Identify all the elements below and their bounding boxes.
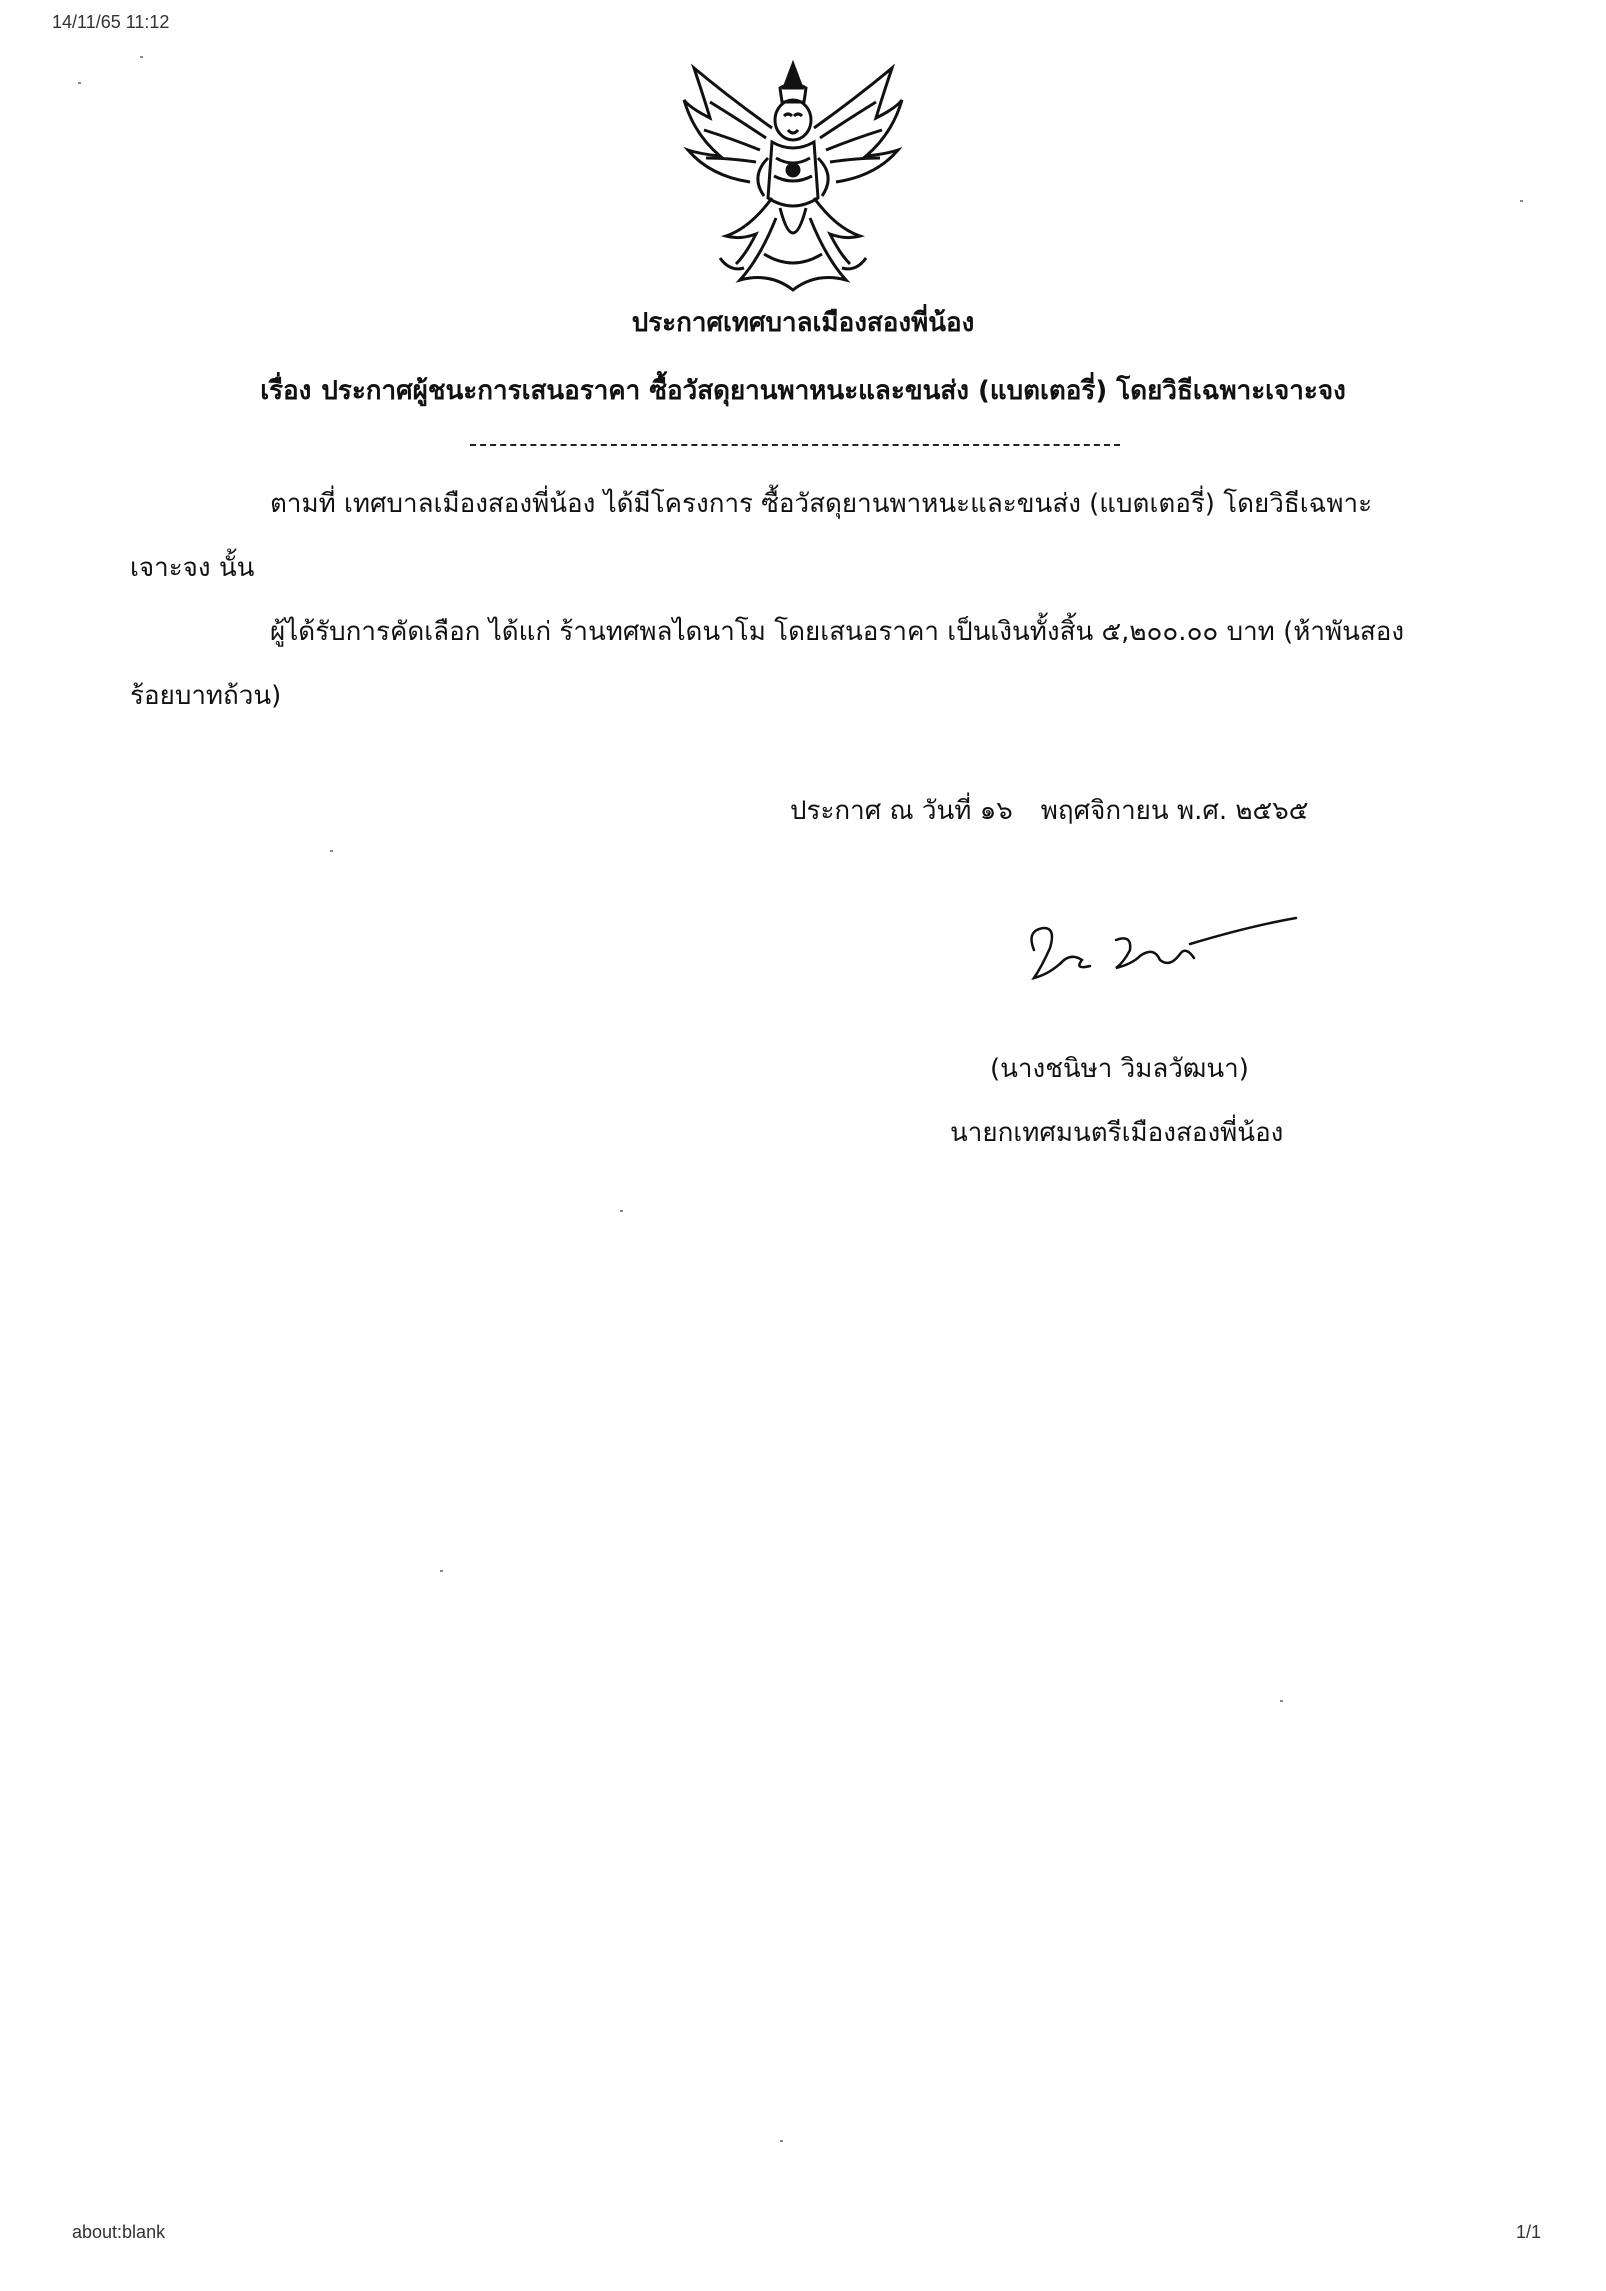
signer-position: นายกเทศมนตรีเมืองสองพี่น้อง	[950, 1118, 1284, 1148]
scan-speck	[1520, 200, 1523, 202]
garuda-emblem-icon	[680, 58, 906, 298]
scan-speck	[780, 2140, 783, 2142]
print-page-number: 1/1	[1516, 2222, 1542, 2242]
body-paragraph-1-line-2: เจาะจง นั้น	[130, 553, 255, 583]
scan-speck	[620, 1210, 623, 1212]
subject-label: เรื่อง	[260, 376, 312, 406]
scan-speck	[78, 82, 81, 84]
scan-speck	[330, 850, 333, 852]
signer-name: (นางชนิษา วิมลวัฒนา)	[990, 1054, 1249, 1084]
document-title: ประกาศเทศบาลเมืองสองพี่น้อง	[631, 308, 975, 338]
document-subject	[0, 370, 1606, 411]
date-prefix: ประกาศ ณ วันที่ ๑๖	[790, 796, 1013, 826]
body-paragraph-2-line-2: ร้อยบาทถ้วน)	[130, 681, 282, 711]
print-datetime: 14/11/65 11:12	[52, 12, 170, 32]
date-suffix: พฤศจิกายน พ.ศ. ๒๕๖๕	[1040, 796, 1309, 826]
announcement-date	[790, 790, 1308, 831]
scan-speck	[440, 1570, 443, 1572]
subject-text: ประกาศผู้ชนะการเสนอราคา ซื้อวัสดุยานพาหนะและขนส่ง (แบตเตอรี่) โดยวิธีเฉพาะเจาะจง	[321, 376, 1346, 406]
print-url: about:blank	[72, 2222, 166, 2242]
body-paragraph-1-line-1: ตามที่ เทศบาลเมืองสองพี่น้อง ได้มีโครงการ ซื้อวัสดุยานพาหนะและขนส่ง (แบตเตอรี่) โดยวิธีเฉพาะ	[270, 489, 1373, 519]
handwritten-signature-icon	[1020, 900, 1310, 1010]
body-paragraph-2-line-1: ผู้ได้รับการคัดเลือก ได้แก่ ร้านทศพลไดนาโม โดยเสนอราคา เป็นเงินทั้งสิ้น ๕,๒๐๐.๐๐ บาท (ห้าพันสอง	[270, 617, 1405, 647]
separator-dashed-line	[470, 444, 1120, 446]
scan-speck	[1280, 1700, 1283, 1702]
scan-speck	[140, 56, 143, 58]
